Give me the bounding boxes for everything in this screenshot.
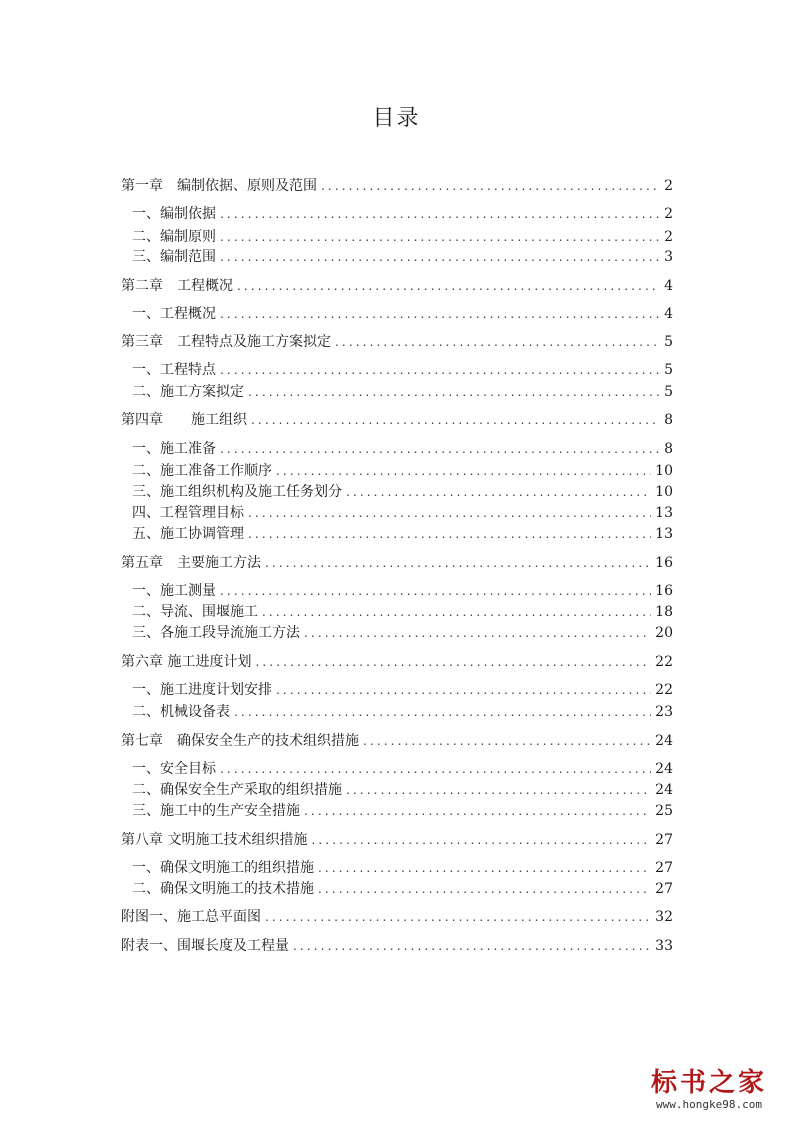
toc-section-entry[interactable] — [132, 360, 673, 380]
toc-dot-leader — [220, 360, 659, 380]
toc-section-entry[interactable] — [132, 482, 673, 502]
toc-entry-label: 一、确保文明施工的组织措施 — [132, 860, 314, 876]
toc-page-number: 22 — [655, 682, 673, 698]
toc-section-entry[interactable] — [132, 461, 673, 481]
toc-dot-leader — [318, 858, 651, 878]
toc-section-entry[interactable] — [132, 602, 673, 622]
toc-section-entry[interactable] — [132, 680, 673, 700]
toc-section-entry[interactable] — [132, 304, 673, 324]
toc-page-number: 23 — [655, 704, 673, 720]
toc-section-entry[interactable] — [132, 204, 673, 224]
toc-page-number: 18 — [655, 604, 673, 620]
toc-entry-label: 一、施工进度计划安排 — [132, 682, 272, 698]
toc-dot-leader — [255, 652, 651, 672]
toc-page-number: 2 — [664, 229, 673, 245]
toc-chapter-entry[interactable] — [121, 176, 673, 196]
toc-page-number: 13 — [655, 505, 673, 521]
toc-dot-leader — [276, 680, 651, 700]
toc-page-number: 24 — [655, 733, 673, 749]
toc-dot-leader — [234, 702, 651, 722]
toc-dot-leader — [220, 227, 659, 247]
toc-page-number: 2 — [664, 178, 673, 194]
toc-section-entry[interactable] — [132, 879, 673, 899]
toc-entry-label: 二、施工准备工作顺序 — [132, 463, 272, 479]
toc-dot-leader — [220, 304, 659, 324]
toc-dot-leader — [220, 247, 659, 267]
toc-dot-leader — [346, 780, 651, 800]
toc-entry-label: 第七章 确保安全生产的技术组织措施 — [121, 733, 359, 749]
toc-dot-leader — [248, 382, 659, 402]
toc-dot-leader — [304, 801, 651, 821]
toc-dot-leader — [265, 907, 651, 927]
toc-dot-leader — [311, 830, 651, 850]
toc-chapter-entry[interactable] — [121, 553, 673, 573]
toc-page-number: 13 — [655, 526, 673, 542]
toc-entry-label: 一、安全目标 — [132, 761, 216, 777]
toc-page-number: 27 — [655, 832, 673, 848]
toc-entry-label: 三、各施工段导流施工方法 — [132, 625, 300, 641]
toc-page-number: 16 — [655, 583, 673, 599]
toc-page-number: 33 — [655, 938, 673, 954]
toc-entry-label: 二、确保文明施工的技术措施 — [132, 881, 314, 897]
toc-page-number: 3 — [664, 249, 673, 265]
toc-section-entry[interactable] — [132, 702, 673, 722]
toc-section-entry[interactable] — [132, 780, 673, 800]
toc-entry-label: 二、编制原则 — [132, 229, 216, 245]
toc-entry-label: 四、工程管理目标 — [132, 505, 244, 521]
toc-page-number: 16 — [655, 555, 673, 571]
toc-entry-label: 第五章 主要施工方法 — [121, 555, 261, 571]
toc-chapter-entry[interactable] — [121, 731, 673, 751]
toc-page-number: 5 — [664, 334, 673, 350]
toc-entry-label: 二、机械设备表 — [132, 704, 230, 720]
toc-page-number: 27 — [655, 881, 673, 897]
toc-chapter-entry[interactable] — [121, 410, 673, 430]
toc-page-number: 5 — [664, 384, 673, 400]
toc-section-entry[interactable] — [132, 382, 673, 402]
toc-dot-leader — [363, 731, 651, 751]
toc-section-entry[interactable] — [132, 801, 673, 821]
toc-page-number: 27 — [655, 860, 673, 876]
toc-entry-label: 二、导流、围堰施工 — [132, 604, 258, 620]
page-title: 目录 — [372, 106, 421, 131]
toc-entry-label: 附图一、施工总平面图 — [121, 909, 261, 925]
toc-chapter-entry[interactable] — [121, 936, 673, 956]
toc-entry-label: 第三章 工程特点及施工方案拟定 — [121, 334, 331, 350]
toc-entry-label: 第二章 工程概况 — [121, 278, 233, 294]
toc-entry-label: 第一章 编制依据、原则及范围 — [121, 178, 317, 194]
toc-section-entry[interactable] — [132, 858, 673, 878]
watermark-logo: 标书之家 — [650, 1068, 767, 1098]
toc-entry-label: 一、编制依据 — [132, 206, 216, 222]
toc-dot-leader — [346, 482, 651, 502]
toc-entry-label: 第四章 施工组织 — [121, 412, 247, 428]
toc-dot-leader — [220, 759, 651, 779]
toc-section-entry[interactable] — [132, 524, 673, 544]
toc-entry-label: 一、施工测量 — [132, 583, 216, 599]
toc-section-entry[interactable] — [132, 247, 673, 267]
toc-page-number: 5 — [664, 362, 673, 378]
toc-section-entry[interactable] — [132, 439, 673, 459]
toc-dot-leader — [304, 623, 651, 643]
toc-page-number: 2 — [664, 206, 673, 222]
toc-dot-leader — [237, 276, 659, 296]
toc-entry-label: 五、施工协调管理 — [132, 526, 244, 542]
toc-chapter-entry[interactable] — [121, 332, 673, 352]
toc-entry-label: 第六章 施工进度计划 — [121, 654, 252, 670]
toc-page-number: 24 — [655, 761, 673, 777]
toc-page-number: 24 — [655, 782, 673, 798]
watermark-url: www.hongke98.com — [656, 1098, 762, 1111]
toc-chapter-entry[interactable] — [121, 830, 673, 850]
toc-entry-label: 一、工程特点 — [132, 362, 216, 378]
toc-page-number: 22 — [655, 654, 673, 670]
toc-dot-leader — [293, 936, 651, 956]
toc-page-number: 4 — [664, 306, 673, 322]
toc-chapter-entry[interactable] — [121, 276, 673, 296]
toc-page-number: 4 — [664, 278, 673, 294]
toc-page-number: 8 — [664, 412, 673, 428]
toc-entry-label: 一、工程概况 — [132, 306, 216, 322]
toc-entry-label: 附表一、围堰长度及工程量 — [121, 938, 289, 954]
toc-section-entry[interactable] — [132, 227, 673, 247]
toc-dot-leader — [318, 879, 651, 899]
toc-dot-leader — [335, 332, 659, 352]
toc-dot-leader — [248, 524, 651, 544]
toc-dot-leader — [262, 602, 651, 622]
toc-section-entry[interactable] — [132, 581, 673, 601]
toc-page-number: 8 — [664, 441, 673, 457]
toc-page-number: 25 — [655, 803, 673, 819]
toc-dot-leader — [251, 410, 659, 430]
toc-page-number: 20 — [655, 625, 673, 641]
toc-page-number: 10 — [655, 463, 673, 479]
toc-dot-leader — [220, 204, 659, 224]
toc-entry-label: 二、确保安全生产采取的组织措施 — [132, 782, 342, 798]
toc-entry-label: 二、施工方案拟定 — [132, 384, 244, 400]
toc-dot-leader — [220, 439, 659, 459]
toc-chapter-entry[interactable] — [121, 907, 673, 927]
toc-section-entry[interactable] — [132, 503, 673, 523]
toc-chapter-entry[interactable] — [121, 652, 673, 672]
toc-section-entry[interactable] — [132, 623, 673, 643]
toc-dot-leader — [321, 176, 659, 196]
toc-dot-leader — [276, 461, 651, 481]
toc-dot-leader — [248, 503, 651, 523]
toc-page-number: 10 — [655, 484, 673, 500]
toc-entry-label: 三、编制范围 — [132, 249, 216, 265]
toc-entry-label: 一、施工准备 — [132, 441, 216, 457]
toc-entry-label: 第八章 文明施工技术组织措施 — [121, 832, 308, 848]
toc-page-number: 32 — [655, 909, 673, 925]
toc-section-entry[interactable] — [132, 759, 673, 779]
watermark — [639, 1068, 779, 1112]
toc-dot-leader — [220, 581, 651, 601]
toc-entry-label: 三、施工中的生产安全措施 — [132, 803, 300, 819]
toc-entry-label: 三、施工组织机构及施工任务划分 — [132, 484, 342, 500]
toc-dot-leader — [265, 553, 651, 573]
